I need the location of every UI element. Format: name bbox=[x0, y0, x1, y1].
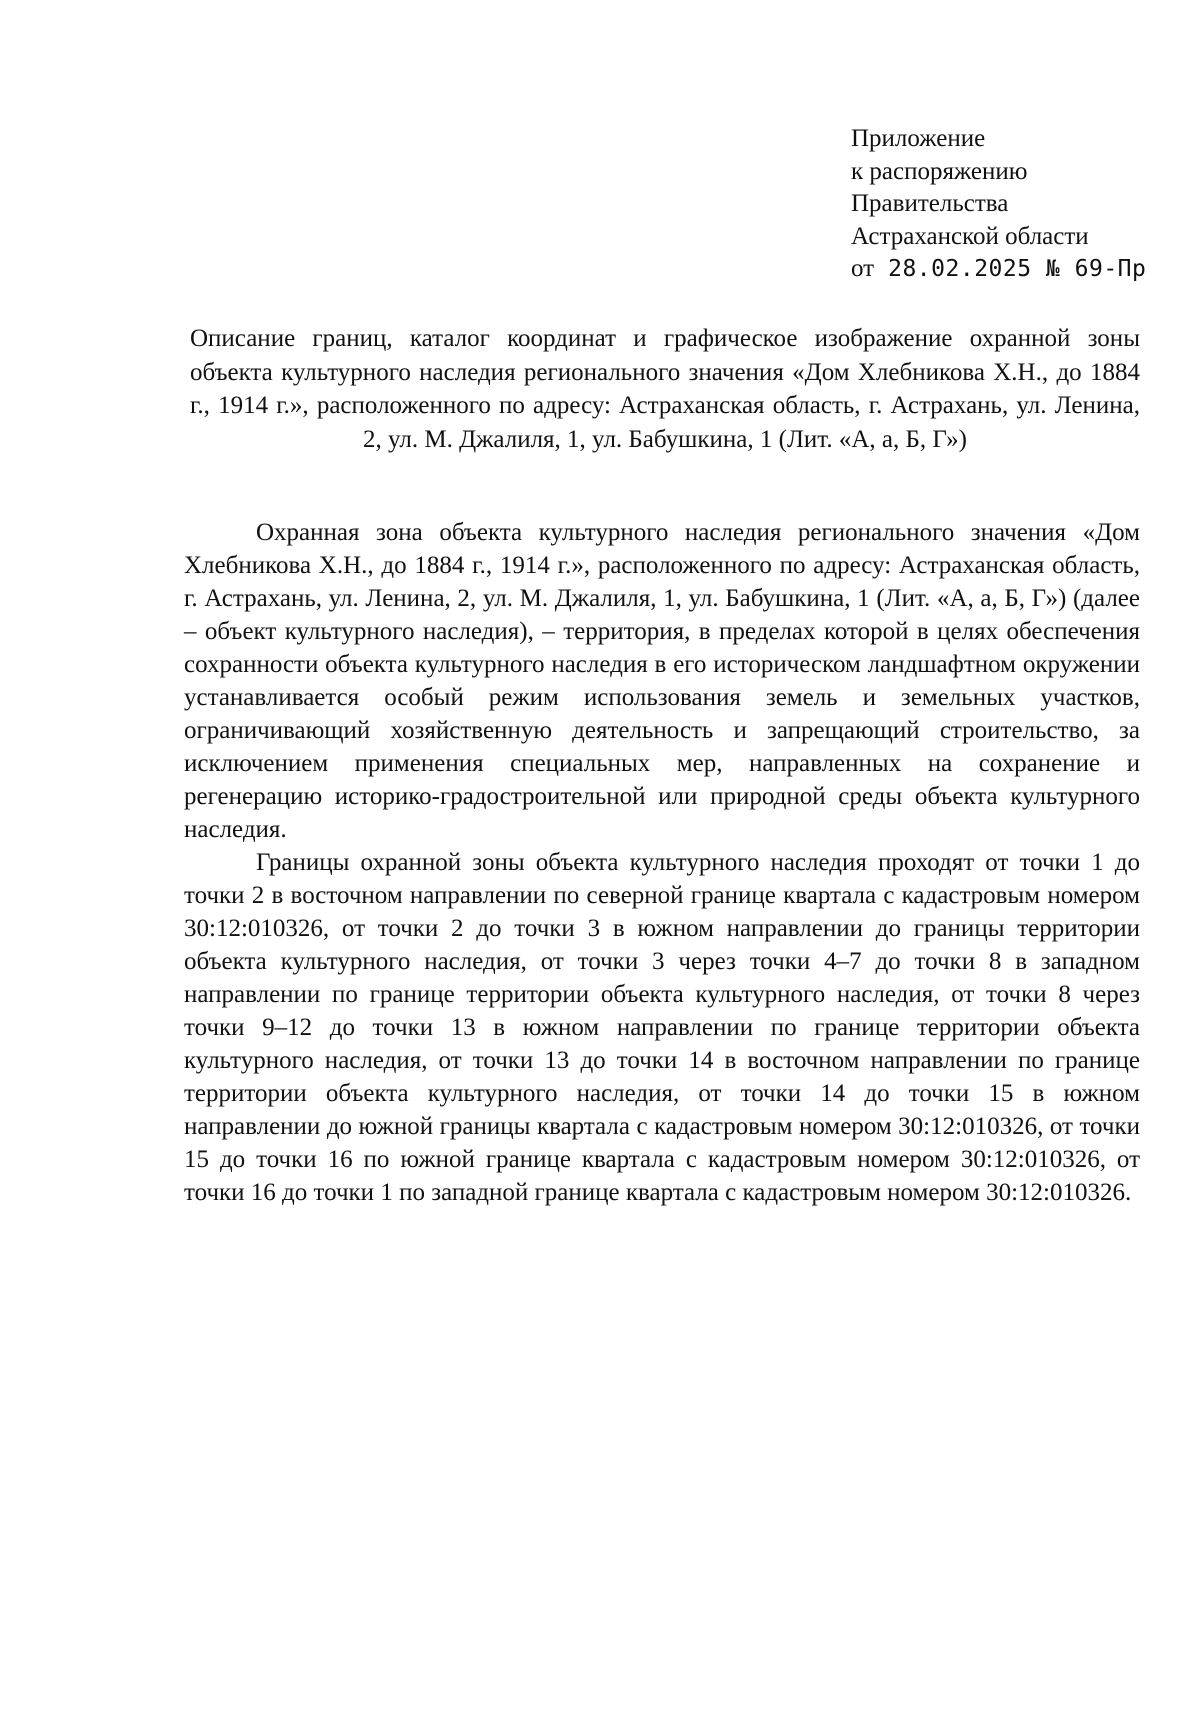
document-body bbox=[184, 516, 1140, 1209]
document-title: Описание границ, каталог координат и графическое изображение охранной зоны объекта культурного наследия регионального значения «Дом Хлебникова Х.Н., до 1884 г., 1914 г.», расположенного по адресу: Астраханская область, г. Астрахань, ул. Ленина, 2, ул. М. Джалиля, 1, ул. Бабушкина, 1 (Лит. «А, а, Б, Г») bbox=[190, 325, 1140, 453]
date-number-stamp: 28.02.2025 № 69-Пр bbox=[888, 256, 1147, 282]
date-prefix: от bbox=[851, 255, 875, 282]
appendix-line-2: к распоряжению bbox=[851, 157, 1028, 185]
appendix-line-4: Астраханской области bbox=[851, 222, 1089, 250]
appendix-header bbox=[851, 123, 1181, 286]
appendix-line-3: Правительства bbox=[851, 190, 1009, 217]
body-paragraph-1: Охранная зона объекта культурного наследия регионального значения «Дом Хлебникова Х.Н., до 1884 г., 1914 г.», расположенного по адресу: Астраханская область, г. Астрахань, ул. Ленина, 2, ул. М. Джалиля, 1, ул. Бабушкина, 1 (Лит. «А, а, Б, Г») (далее – объект культурного наследия), – территория, в пределах которой в целях обеспечения сохранности объекта культурного наследия в его историческом ландшафтном окружении устанавливается особый режим использования земель и земельных участков, ограничивающий хозяйственную деятельность и запрещающий строительство, за исключением применения специальных мер, направленных на сохранение и регенерацию историко-градостроительной или природной среды объекта культурного наследия. bbox=[184, 519, 1140, 843]
appendix-line-1: Приложение bbox=[851, 125, 986, 152]
appendix-date-line bbox=[851, 253, 1181, 286]
body-paragraph-2: Границы охранной зоны объекта культурного наследия проходят от точки 1 до точки 2 в восточном направлении по северной границе квартала с кадастровым номером 30:12:010326, от точки 2 до точки 3 в южном направлении до границы территории объекта культурного наследия, от точки 3 через точки 4–7 до точки 8 в западном направлении по границе территории объекта культурного наследия, от точки 8 через точки 9–12 до точки 13 в южном направлении по границе территории объекта культурного наследия, от точки 13 до точки 14 в восточном направлении по границе территории объекта культурного наследия, от точки 14 до точки 15 в южном направлении до южной границы квартала с кадастровым номером 30:12:010326, от точки 15 до точки 16 по южной границе квартала с кадастровым номером 30:12:010326, от точки 16 до точки 1 по западной границе квартала с кадастровым номером 30:12:010326. bbox=[184, 849, 1140, 1206]
